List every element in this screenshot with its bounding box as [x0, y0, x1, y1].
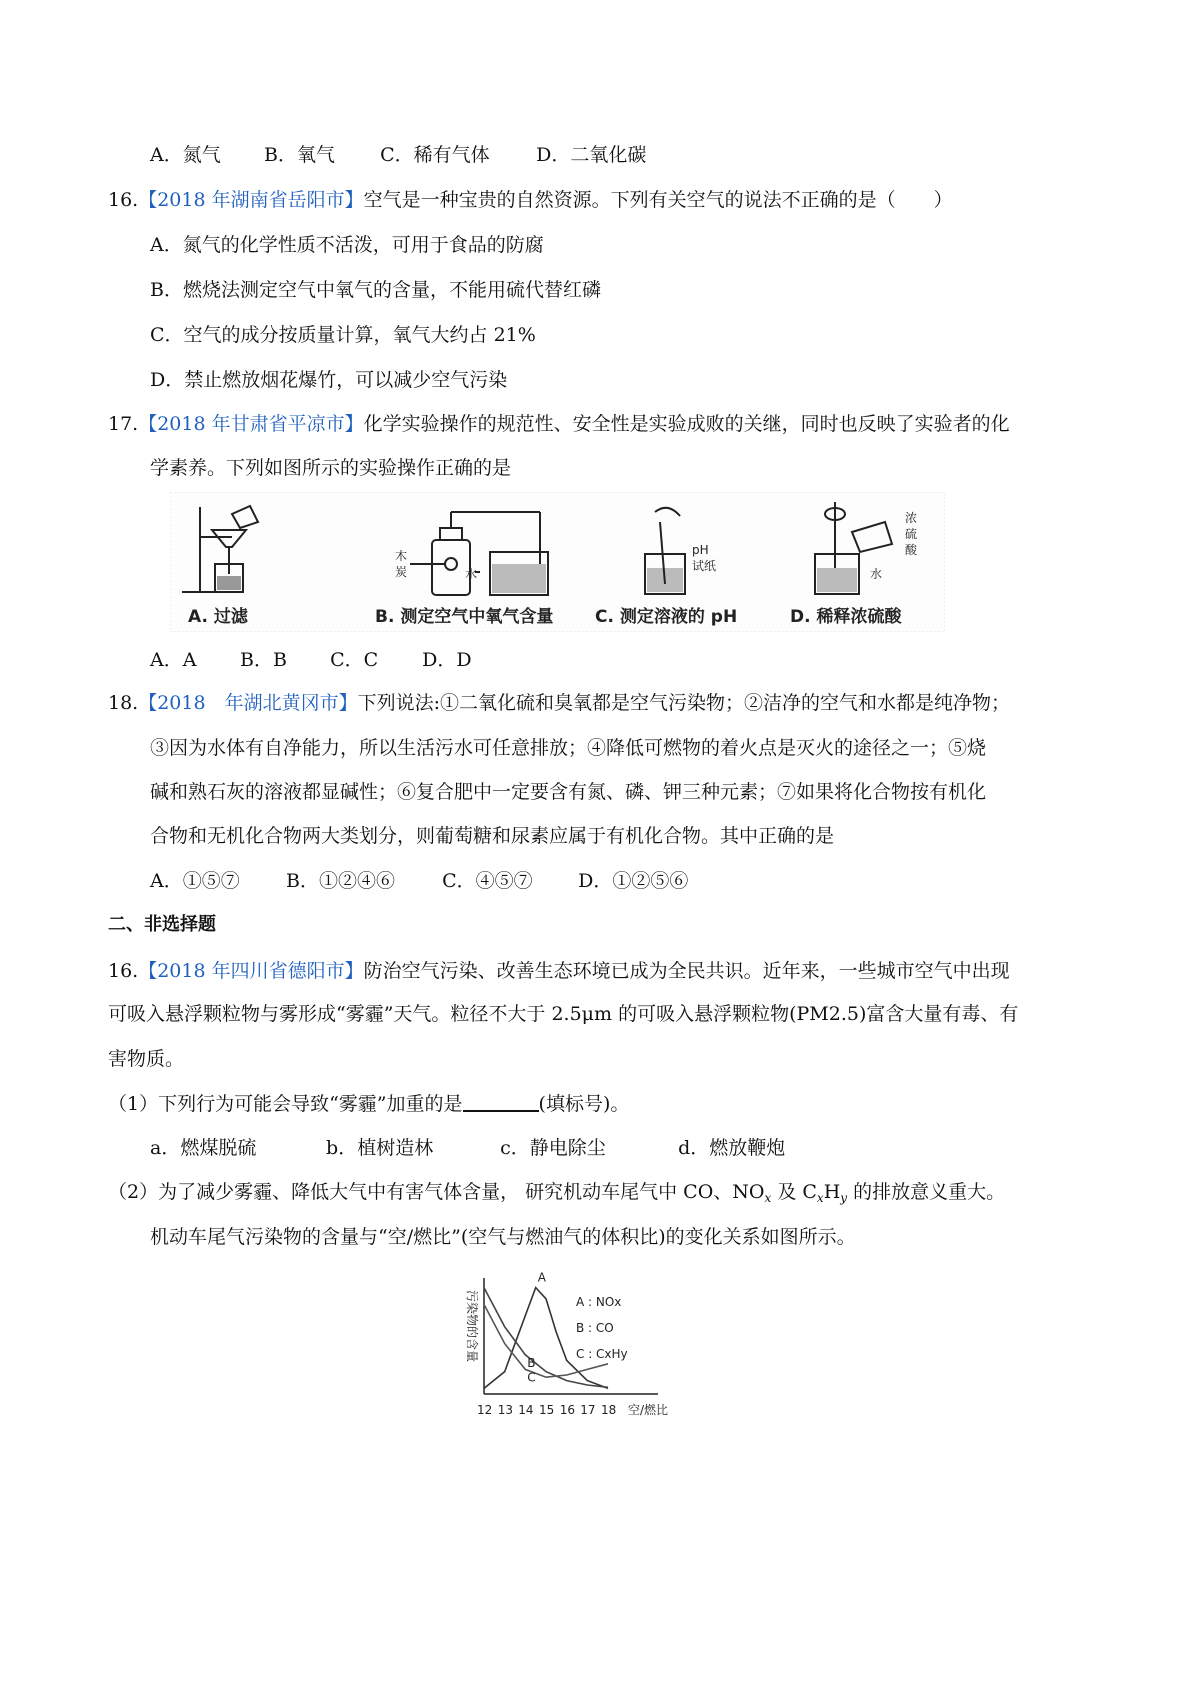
- series-label-a: A: [537, 1272, 546, 1285]
- question-text-continued: 机动车尾气污染物的含量与“空/燃比”(空气与燃油气的体积比)的变化关系如图所示。: [150, 1226, 856, 1248]
- caption-c: C. 测定溶液的 pH: [595, 607, 738, 627]
- label-test-paper: 试纸: [692, 559, 717, 573]
- q17-options: [150, 647, 472, 673]
- question-text-continued: ③因为水体有自净能力，所以生活污水可任意排放；④降低可燃物的着火点是灭火的途径之一；⑤烧: [150, 737, 987, 759]
- option-d: D．①②⑤⑥: [578, 870, 689, 892]
- option-a: A．①⑤⑦: [150, 870, 240, 892]
- subquestion-suffix: (填标号)。: [538, 1093, 630, 1115]
- subquestion-1: [108, 1091, 629, 1117]
- question-text: 下列说法:①二氧化硫和臭氧都是空气污染物；②洁净的空气和水都是纯净物；: [357, 692, 1010, 714]
- option-d: D．D: [422, 649, 472, 671]
- subquestion-text: 及 C: [771, 1181, 817, 1203]
- x-tick-label: 14: [518, 1403, 534, 1417]
- subquestion-2: [108, 1179, 1005, 1211]
- question-source: 【2018 年湖北黄冈市】: [138, 692, 358, 714]
- question-source: 【2018 年甘肃省平凉市】: [138, 413, 364, 435]
- x-tick-label: 18: [601, 1403, 617, 1417]
- option-d: d．燃放鞭炮: [678, 1137, 786, 1159]
- option-a: A．氮气: [150, 144, 221, 166]
- option-d: D．禁止燃放烟花爆竹，可以减少空气污染: [150, 369, 508, 391]
- legend-c: C : CxHy: [576, 1347, 628, 1361]
- question-text-continued: 可吸入悬浮颗粒物与雾形成“雾霾”天气。粒径不大于 2.5μm 的可吸入悬浮颗粒物(PM2.5)富含大量有毒、有: [108, 1003, 1019, 1025]
- option-b: B．①②④⑥: [286, 870, 396, 892]
- question-number: 18.: [108, 692, 139, 714]
- option-a: a．燃煤脱硫: [150, 1137, 257, 1159]
- q15-options: [150, 142, 646, 168]
- series-label-c: C: [527, 1370, 536, 1385]
- question-text-continued: 合物和无机化合物两大类划分，则葡萄糖和尿素应属于有机化合物。其中正确的是: [150, 825, 835, 847]
- label-ph: pH: [692, 543, 709, 557]
- answer-blank: [463, 1092, 539, 1112]
- subquestion-1-options: [150, 1135, 785, 1161]
- subquestion-text: （1）下列行为可能会导致“雾霾”加重的是: [108, 1093, 463, 1115]
- x-tick-label: 13: [497, 1403, 513, 1417]
- question-text: 化学实验操作的规范性、安全性是实验成败的关继，同时也反映了实验者的化: [363, 413, 1010, 435]
- option-c: C．C: [330, 649, 379, 671]
- option-c: C．④⑤⑦: [442, 870, 533, 892]
- label-charcoal-2: 炭: [395, 565, 408, 579]
- option-c: c．静电除尘: [500, 1137, 606, 1159]
- emission-chart: [458, 1272, 698, 1422]
- subscript: x: [816, 1191, 824, 1205]
- question-16-nonchoice: [108, 958, 1010, 984]
- x-tick-label: 12: [477, 1403, 493, 1417]
- question-number: 16.: [108, 960, 139, 982]
- section-heading: 二、非选择题: [108, 914, 216, 935]
- option-c: C．稀有气体: [380, 144, 490, 166]
- question-text-continued: 碱和熟石灰的溶液都显碱性；⑥复合肥中一定要含有氮、磷、钾三种元素；⑦如果将化合物按有机化: [150, 781, 987, 803]
- option-b: B．B: [240, 649, 287, 671]
- label-charcoal-1: 木: [395, 549, 408, 563]
- question-number: 17.: [108, 413, 139, 435]
- caption-d: D. 稀释浓硫酸: [790, 607, 902, 627]
- label-concentrated: 浓: [905, 511, 918, 525]
- option-a: A．A: [150, 649, 197, 671]
- x-tick-label: 15: [539, 1403, 555, 1417]
- apparatus-figure: [170, 492, 945, 632]
- x-tick-label: 17: [580, 1403, 596, 1417]
- legend-a: A : NOx: [576, 1295, 622, 1309]
- x-axis-label: 空/燃比: [628, 1403, 669, 1417]
- label-acid: 酸: [905, 543, 918, 557]
- x-tick-label: 16: [559, 1403, 575, 1417]
- label-water: 水: [465, 567, 478, 581]
- series-line-c: [484, 1304, 608, 1377]
- option-a: A．氮气的化学性质不活泼，可用于食品的防腐: [150, 234, 544, 256]
- question-source: 【2018 年四川省德阳市】: [138, 960, 364, 982]
- legend-b: B : CO: [576, 1321, 614, 1335]
- label-water-d: 水: [870, 567, 883, 581]
- subquestion-text: H: [823, 1181, 841, 1203]
- q18-options: [150, 868, 688, 894]
- option-c: C．空气的成分按质量计算，氧气大约占 21%: [150, 324, 536, 346]
- question-text-continued: 学素养。下列如图所示的实验操作正确的是: [150, 457, 512, 479]
- option-d: D．二氧化碳: [536, 144, 647, 166]
- subquestion-text: （2）为了减少雾霾、降低大气中有害气体含量， 研究机动车尾气中 CO、NO: [108, 1181, 765, 1203]
- subquestion-text: 的排放意义重大。: [847, 1181, 1006, 1203]
- subscript: x: [764, 1191, 772, 1205]
- option-b: B．氧气: [264, 144, 336, 166]
- series-label-b: B: [527, 1355, 536, 1370]
- question-18: [108, 690, 1010, 716]
- question-16: [108, 187, 953, 213]
- caption-b: B. 测定空气中氧气含量: [375, 607, 554, 627]
- option-b: B．燃烧法测定空气中氧气的含量，不能用硫代替红磷: [150, 279, 601, 301]
- question-text: 防治空气污染、改善生态环境已成为全民共识。近年来，一些城市空气中出现: [363, 960, 1010, 982]
- question-text: 空气是一种宝贵的自然资源。下列有关空气的说法不正确的是（ ）: [363, 189, 953, 211]
- question-17: [108, 411, 1010, 437]
- question-source: 【2018 年湖南省岳阳市】: [138, 189, 364, 211]
- question-number: 16.: [108, 189, 139, 211]
- subscript: y: [840, 1191, 848, 1205]
- y-axis-label: 污染物的含量: [465, 1290, 479, 1363]
- caption-a: A. 过滤: [188, 607, 248, 627]
- label-sulfuric: 硫: [905, 527, 918, 541]
- question-text-continued: 害物质。: [108, 1048, 185, 1070]
- option-b: b．植树造林: [326, 1137, 434, 1159]
